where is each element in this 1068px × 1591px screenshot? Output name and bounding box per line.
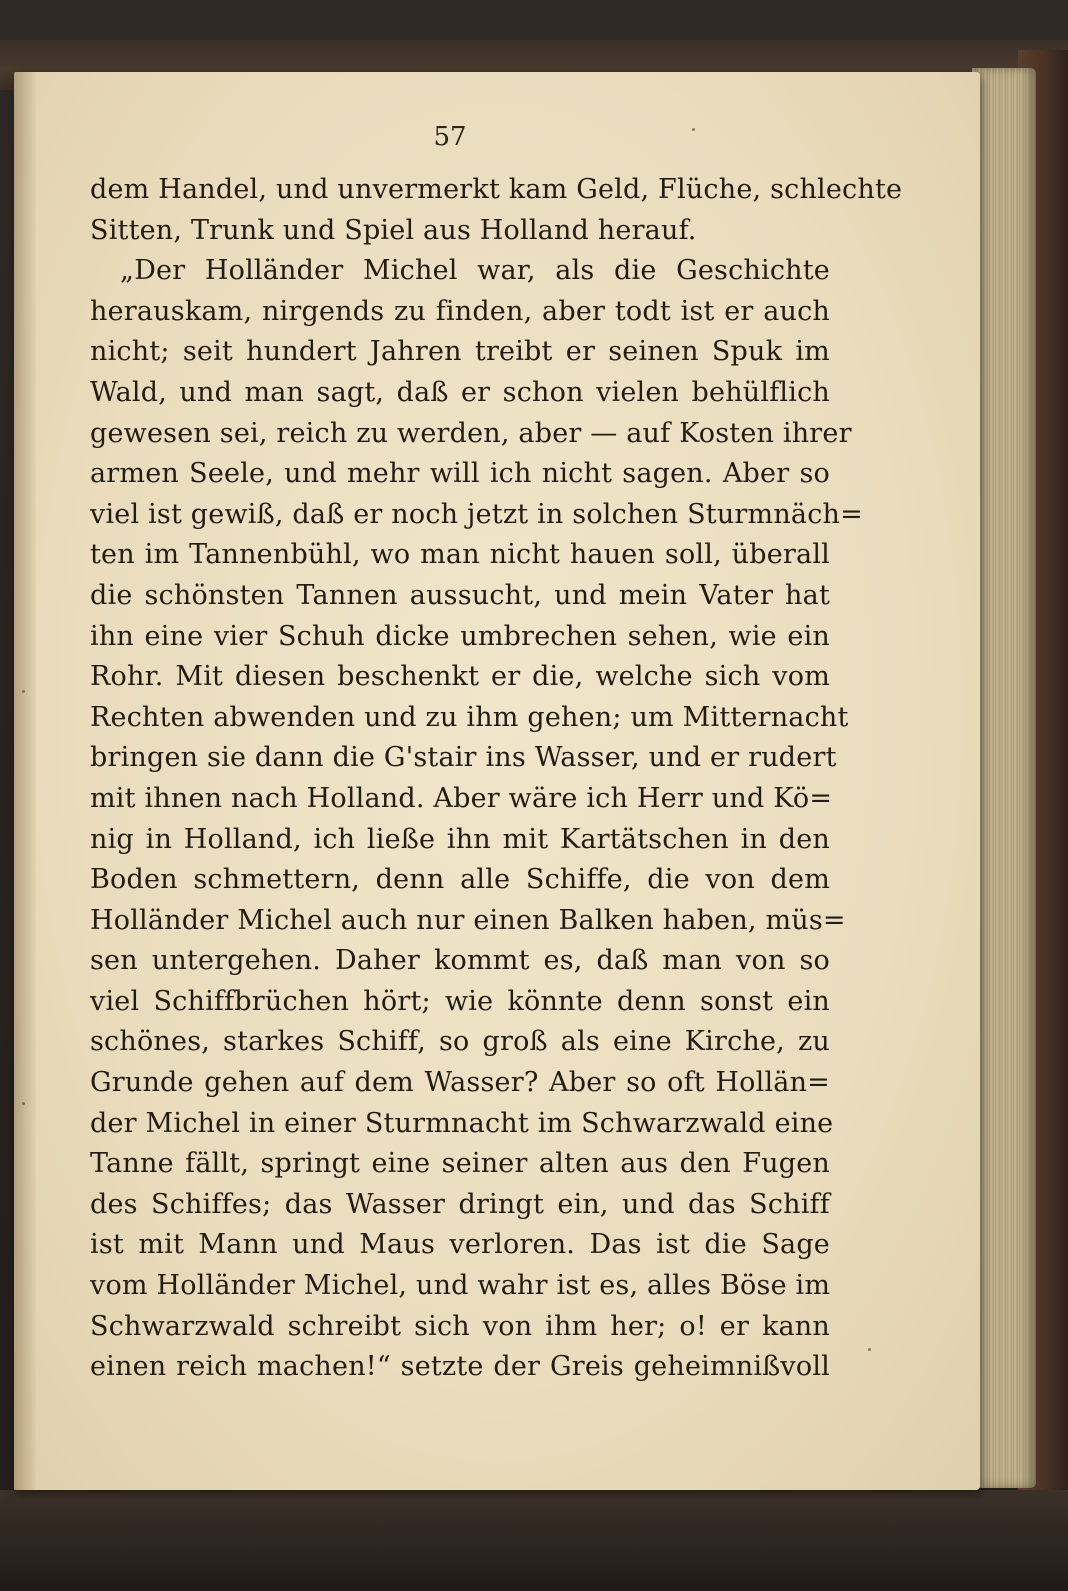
book-cover-bottom-edge [0,1490,1068,1591]
text-line: Rohr. Mit diesen beschenkt er die, welche sich vom [90,661,830,693]
text-line: schönes, starkes Schiff, so groß als eine Kirche, zu [90,1026,830,1058]
text-line: Tanne fällt, springt eine seiner alten aus den Fugen [90,1148,830,1180]
text-line: Grunde gehen auf dem Wasser? Aber so oft Hollän= [90,1067,830,1099]
text-line: sen untergehen. Daher kommt es, daß man von so [90,945,830,977]
text-line: viel ist gewiß, daß er noch jetzt in solchen Sturmnäch= [90,498,863,530]
text-line: herauskam, nirgends zu finden, aber todt ist er auch [90,295,830,327]
text-line: die schönsten Tannen aussucht, und mein Vater hat [90,579,830,611]
text-line: der Michel in einer Sturmnacht im Schwarzwald eine [90,1107,834,1139]
text-line: bringen sie dann die G'stair ins Wasser, und er rudert [90,742,837,774]
text-line: gewesen sei, reich zu werden, aber — auf Kosten ihrer [90,417,852,449]
text-line: armen Seele, und mehr will ich nicht sagen. Aber so [90,458,830,490]
text-line: des Schiffes; das Wasser dringt ein, und das Schiff [90,1188,830,1220]
text-line: nig in Holland, ich ließe ihn mit Kartätschen in den [90,823,830,855]
paper-speck [692,128,695,131]
text-line: einen reich machen!“ setzte der Greis geheimnißvoll [90,1351,830,1383]
paper-speck [22,690,25,693]
text-line: Sitten, Trunk und Spiel aus Holland herauf. [90,214,697,246]
text-line: Rechten abwenden und zu ihm gehen; um Mitternacht [90,701,849,733]
page-gutter-shadow [14,72,36,1490]
text-line: Schwarzwald schreibt sich von ihm her; o! er kann [90,1310,830,1342]
text-line: Holländer Michel auch nur einen Balken haben, müs= [90,904,846,936]
text-line: nicht; seit hundert Jahren treibt er seinen Spuk im [90,336,830,368]
text-line: viel Schiffbrüchen hört; wie könnte denn sonst ein [90,985,830,1017]
paper-speck [868,1348,871,1351]
text-line: „Der Holländer Michel war, als die Geschichte [120,255,830,287]
text-line: ist mit Mann und Maus verloren. Das ist die Sage [90,1229,830,1261]
paper-speck [22,1102,25,1105]
page-number: 57 [433,122,467,152]
page-text [90,170,903,1388]
text-line: dem Handel, und unvermerkt kam Geld, Flüche, schlechte [90,174,903,205]
text-line: ihn eine vier Schuh dicke umbrechen sehen, wie ein [90,620,830,652]
text-line: vom Holländer Michel, und wahr ist es, alles Böse im [90,1270,831,1302]
text-line: mit ihnen nach Holland. Aber wäre ich Herr und Kö= [90,782,833,814]
text-line: Wald, und man sagt, daß er schon vielen behülflich [90,376,830,408]
page-block-edges [972,68,1036,1488]
text-line: Boden schmettern, denn alle Schiffe, die von dem [90,864,830,896]
text-line: ten im Tannenbühl, wo man nicht hauen soll, überall [90,539,830,571]
